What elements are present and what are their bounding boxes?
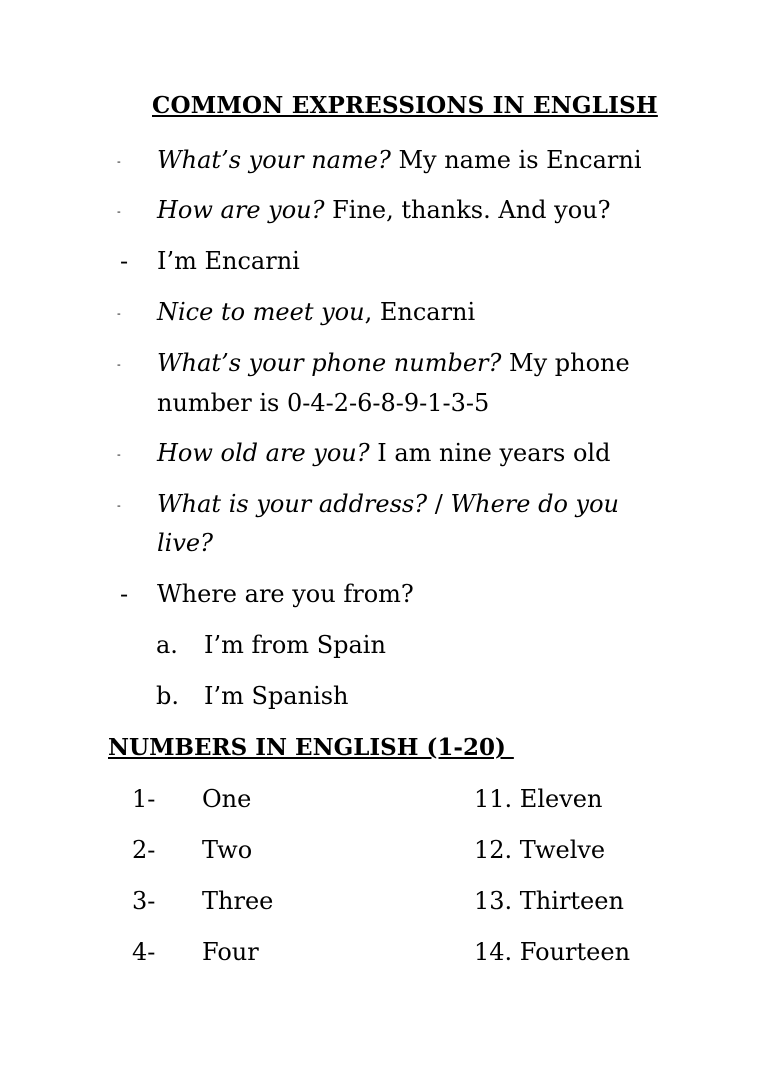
number-index: 4-: [132, 938, 156, 966]
expression-answer: Where are you from?: [157, 580, 414, 608]
list-bullet: -: [120, 247, 129, 275]
expression-question-alt: Where do you: [450, 490, 619, 518]
expression-question: Nice to meet you: [157, 298, 365, 326]
expression-answer: Fine, thanks. And you?: [324, 196, 611, 224]
expression-separator: /: [427, 490, 451, 518]
list-bullet: -: [117, 448, 121, 461]
page-title: COMMON EXPRESSIONS IN ENGLISH: [152, 92, 658, 119]
expression-answer: , Encarni: [364, 298, 476, 326]
number-word-right: 13. Thirteen: [474, 887, 624, 915]
expression-answer: My phone: [501, 349, 630, 377]
number-word: Four: [202, 938, 259, 966]
list-bullet: -: [117, 358, 121, 371]
list-bullet: -: [117, 307, 121, 320]
expression-answer: I’m Encarni: [157, 247, 300, 275]
expression-question: How are you?: [157, 196, 325, 224]
number-word: One: [202, 785, 252, 813]
list-bullet: -: [117, 499, 121, 512]
list-bullet: -: [120, 580, 129, 608]
expression-question: What is your address?: [157, 490, 428, 518]
number-word-right: 11. Eleven: [474, 785, 603, 813]
number-word-right: 14. Fourteen: [474, 938, 631, 966]
expression-question: What’s your name?: [157, 146, 391, 174]
expression-answer: I am nine years old: [369, 439, 611, 467]
sub-list-letter: a.: [156, 631, 178, 659]
expression-question: How old are you?: [157, 439, 370, 467]
number-word: Three: [202, 887, 274, 915]
sub-list-text: I’m Spanish: [204, 682, 349, 710]
expression-answer: My name is Encarni: [390, 146, 642, 174]
list-bullet: -: [117, 205, 121, 218]
expression-question: What’s your phone number?: [157, 349, 502, 377]
number-word-right: 12. Twelve: [474, 836, 606, 864]
expression-answer: number is 0-4-2-6-8-9-1-3-5: [157, 389, 490, 417]
number-index: 1-: [132, 785, 156, 813]
sub-list-text: I’m from Spain: [204, 631, 386, 659]
number-index: 2-: [132, 836, 156, 864]
list-bullet: -: [117, 155, 121, 168]
number-index: 3-: [132, 887, 156, 915]
number-word: Two: [202, 836, 253, 864]
expression-question: live?: [157, 529, 213, 557]
sub-list-letter: b.: [156, 682, 179, 710]
numbers-section-title: NUMBERS IN ENGLISH (1-20): [108, 734, 514, 761]
